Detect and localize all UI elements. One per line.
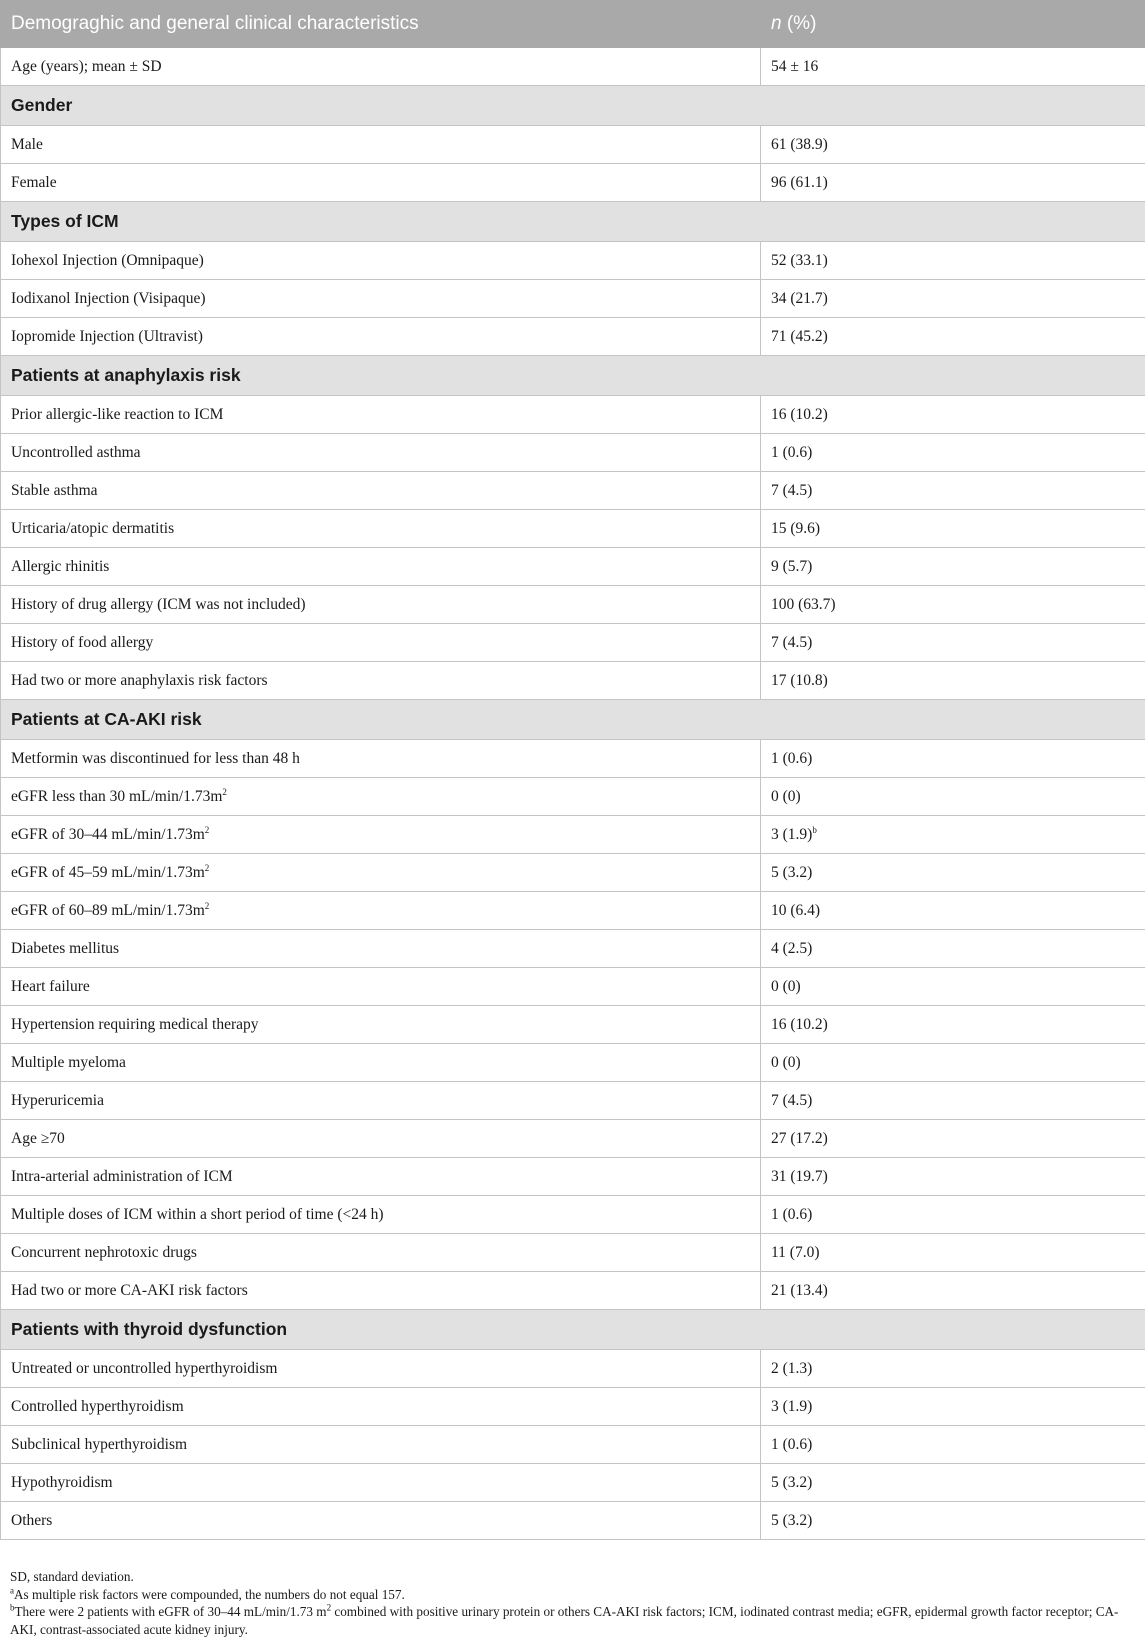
row-value-cell: [761, 1426, 1145, 1464]
row-label: Female: [11, 173, 57, 191]
row-value-cell: [761, 434, 1145, 472]
table-row: [1, 1350, 1145, 1388]
table-row: [1, 968, 1145, 1006]
row-value: 9 (5.7): [771, 557, 813, 575]
row-label-cell: [1, 1158, 761, 1196]
row-value: 11 (7.0): [771, 1243, 820, 1261]
row-value-cell: [761, 1006, 1145, 1044]
row-value-cell: [761, 624, 1145, 662]
table-row: [1, 1234, 1145, 1272]
table-row: [1, 1388, 1145, 1426]
table-row: [1, 1502, 1145, 1540]
row-label-cell: [1, 1234, 761, 1272]
section-header-row: [1, 700, 1145, 740]
row-label-cell: [1, 1464, 761, 1502]
row-value-cell: [761, 816, 1145, 854]
section-title: Patients with thyroid dysfunction: [1, 1310, 1145, 1350]
row-value: 5 (3.2): [771, 863, 813, 881]
row-value-cell: [761, 1044, 1145, 1082]
row-label: Intra-arterial administration of ICM: [11, 1167, 233, 1185]
row-label-cell: [1, 280, 761, 318]
table-row: [1, 1464, 1145, 1502]
row-value: 16 (10.2): [771, 1015, 828, 1033]
row-label-cell: [1, 854, 761, 892]
row-value: 7 (4.5): [771, 633, 813, 651]
row-label: History of food allergy: [11, 633, 154, 651]
table-row: [1, 1426, 1145, 1464]
table-row: [1, 816, 1145, 854]
row-label: Iohexol Injection (Omnipaque): [11, 251, 204, 269]
table-row: [1, 472, 1145, 510]
table-row: [1, 126, 1145, 164]
row-label: Concurrent nephrotoxic drugs: [11, 1243, 197, 1261]
row-value: 1 (0.6): [771, 1435, 813, 1453]
row-label-cell: [1, 48, 761, 86]
row-value: 2 (1.3): [771, 1359, 813, 1377]
row-label-cell: [1, 1120, 761, 1158]
row-value: 31 (19.7): [771, 1167, 828, 1185]
row-label: eGFR of 45–59 mL/min/1.73m: [11, 863, 205, 881]
row-label: Controlled hyperthyroidism: [11, 1397, 184, 1415]
table-row: [1, 1272, 1145, 1310]
row-label: Uncontrolled asthma: [11, 443, 141, 461]
table-row: [1, 1120, 1145, 1158]
row-value: 71 (45.2): [771, 327, 828, 345]
row-label-cell: [1, 126, 761, 164]
table-row: [1, 930, 1145, 968]
row-value-cell: [761, 318, 1145, 356]
row-value-cell: [761, 1082, 1145, 1120]
row-value-cell: [761, 510, 1145, 548]
table-row: [1, 1044, 1145, 1082]
row-label-cell: [1, 1426, 761, 1464]
section-header-row: [1, 1310, 1145, 1350]
row-label: Hypothyroidism: [11, 1473, 113, 1491]
row-label: eGFR less than 30 mL/min/1.73m: [11, 787, 223, 805]
table-row: [1, 1196, 1145, 1234]
row-value-cell: [761, 164, 1145, 202]
row-value: 0 (0): [771, 787, 801, 805]
section-title: Patients at anaphylaxis risk: [1, 356, 1145, 396]
section-header-row: [1, 202, 1145, 242]
row-value: 52 (33.1): [771, 251, 828, 269]
row-label-cell: [1, 1350, 761, 1388]
row-label: Hypertension requiring medical therapy: [11, 1015, 259, 1033]
table-row: [1, 164, 1145, 202]
row-value-cell: [761, 1234, 1145, 1272]
row-value: 27 (17.2): [771, 1129, 828, 1147]
row-value: 100 (63.7): [771, 595, 836, 613]
row-label-cell: [1, 318, 761, 356]
row-value: 5 (3.2): [771, 1473, 813, 1491]
row-value: 0 (0): [771, 1053, 801, 1071]
table-row: [1, 242, 1145, 280]
row-label-cell: [1, 1044, 761, 1082]
row-label: Subclinical hyperthyroidism: [11, 1435, 188, 1453]
row-label-superscript: 2: [222, 786, 227, 797]
row-label-cell: [1, 1082, 761, 1120]
row-value: 34 (21.7): [771, 289, 828, 307]
row-value-cell: [761, 1502, 1145, 1540]
row-value-cell: [761, 548, 1145, 586]
section-title: Patients at CA-AKI risk: [1, 700, 1145, 740]
row-value: 1 (0.6): [771, 443, 813, 461]
row-label-cell: [1, 242, 761, 280]
row-value-cell: [761, 740, 1145, 778]
row-label: History of drug allergy (ICM was not included): [11, 595, 306, 613]
row-value: 16 (10.2): [771, 405, 828, 423]
table-header-row: [1, 1, 1145, 48]
row-label-cell: [1, 662, 761, 700]
row-label: Allergic rhinitis: [11, 557, 110, 575]
row-label-cell: [1, 586, 761, 624]
row-label: Prior allergic-like reaction to ICM: [11, 405, 224, 423]
table-row: [1, 548, 1145, 586]
table-row: [1, 1006, 1145, 1044]
row-value-cell: [761, 1464, 1145, 1502]
row-value-cell: [761, 1272, 1145, 1310]
row-value-cell: [761, 586, 1145, 624]
row-label: Metformin was discontinued for less than 48 h: [11, 749, 300, 767]
section-title: Gender: [1, 86, 1145, 126]
row-value: 7 (4.5): [771, 1091, 813, 1109]
row-value: 3 (1.9): [771, 1397, 813, 1415]
row-value-cell: [761, 242, 1145, 280]
row-value: 1 (0.6): [771, 749, 813, 767]
table-row: [1, 434, 1145, 472]
row-label-cell: [1, 510, 761, 548]
footnote-b: [10, 1603, 1130, 1638]
row-value-cell: [761, 892, 1145, 930]
row-value-cell: [761, 48, 1145, 86]
table-row: [1, 854, 1145, 892]
row-label: Had two or more anaphylaxis risk factors: [11, 671, 268, 689]
row-value: 54 ± 16: [771, 57, 819, 75]
row-label: Male: [11, 135, 43, 153]
row-value: 15 (9.6): [771, 519, 821, 537]
row-label-cell: [1, 1272, 761, 1310]
table-row: [1, 1158, 1145, 1196]
footnote-a-mark: a: [10, 1585, 14, 1596]
column-header-characteristics: Demograghic and general clinical characteristics: [1, 1, 761, 48]
table-row: [1, 892, 1145, 930]
table-row: [1, 396, 1145, 434]
row-label: Untreated or uncontrolled hyperthyroidism: [11, 1359, 278, 1377]
row-label-superscript: 2: [204, 824, 210, 835]
row-value-cell: [761, 930, 1145, 968]
row-label: Age ≥70: [11, 1129, 65, 1147]
row-value: 10 (6.4): [771, 901, 821, 919]
footnote-b-mark: b: [10, 1602, 15, 1613]
row-value: 7 (4.5): [771, 481, 813, 499]
row-label: eGFR of 60–89 mL/min/1.73m: [11, 901, 205, 919]
row-label-cell: [1, 892, 761, 930]
section-header-row: [1, 356, 1145, 396]
footnote-a-text: As multiple risk factors were compounded, the numbers do not equal 157.: [14, 1586, 405, 1602]
row-value-cell: [761, 126, 1145, 164]
footnote-b-sup: 2: [326, 1602, 332, 1613]
section-header-row: [1, 86, 1145, 126]
column-header-percent: (%): [781, 13, 817, 34]
row-label-cell: [1, 396, 761, 434]
row-value-cell: [761, 662, 1145, 700]
row-value: 21 (13.4): [771, 1281, 828, 1299]
row-value-cell: [761, 472, 1145, 510]
row-value: 3 (1.9): [771, 825, 813, 843]
row-value-cell: [761, 968, 1145, 1006]
table-row: [1, 280, 1145, 318]
row-label: Multiple doses of ICM within a short period of time (<24 h): [11, 1205, 384, 1223]
footnote-b-text-1: There were 2 patients with eGFR of 30–44 mL/min/1.73 m: [14, 1604, 327, 1619]
row-label-cell: [1, 930, 761, 968]
row-value-cell: [761, 1196, 1145, 1234]
row-label: Others: [11, 1511, 53, 1529]
table-row: [1, 1082, 1145, 1120]
row-label: Hyperuricemia: [11, 1091, 104, 1109]
footnote-a: [10, 1586, 1130, 1604]
table-row: [1, 48, 1145, 86]
row-label: Iopromide Injection (Ultravist): [11, 327, 203, 345]
footnote-sd: SD, standard deviation.: [10, 1569, 134, 1584]
column-header-n: n: [771, 13, 782, 34]
row-value-cell: [761, 396, 1145, 434]
row-label-cell: [1, 472, 761, 510]
row-value-cell: [761, 1388, 1145, 1426]
row-label: Stable asthma: [11, 481, 98, 499]
row-value: 4 (2.5): [771, 939, 813, 957]
footnotes: [10, 1568, 1130, 1638]
table-row: [1, 510, 1145, 548]
table-body: [1, 48, 1145, 1540]
row-label-cell: [1, 1388, 761, 1426]
row-value: 17 (10.8): [771, 671, 828, 689]
row-value-cell: [761, 854, 1145, 892]
row-value-cell: [761, 778, 1145, 816]
row-label-cell: [1, 1006, 761, 1044]
row-label: Had two or more CA-AKI risk factors: [11, 1281, 248, 1299]
row-label-cell: [1, 968, 761, 1006]
table-row: [1, 740, 1145, 778]
row-value: 1 (0.6): [771, 1205, 813, 1223]
row-label: Urticaria/atopic dermatitis: [11, 519, 175, 537]
row-label-cell: [1, 1502, 761, 1540]
row-value: 61 (38.9): [771, 135, 828, 153]
row-label-cell: [1, 164, 761, 202]
table-row: [1, 778, 1145, 816]
table-row: [1, 586, 1145, 624]
row-label-superscript: 2: [204, 900, 210, 911]
row-value: 0 (0): [771, 977, 801, 995]
table-row: [1, 624, 1145, 662]
row-label-cell: [1, 1196, 761, 1234]
row-value-cell: [761, 1120, 1145, 1158]
row-value: 96 (61.1): [771, 173, 828, 191]
row-label-cell: [1, 434, 761, 472]
row-label: Multiple myeloma: [11, 1053, 126, 1071]
row-label-cell: [1, 740, 761, 778]
row-value-cell: [761, 1350, 1145, 1388]
table-row: [1, 318, 1145, 356]
footnote-b-text-2: combined with positive urinary protein or others CA-AKI risk factors; ICM, iodinated contrast media; eGFR, epidermal growth factor receptor; CA-AKI, contrast-associated acute kidney injury.: [10, 1604, 1119, 1637]
row-label: Age (years); mean ± SD: [11, 57, 162, 75]
section-title: Types of ICM: [1, 202, 1145, 242]
row-label-cell: [1, 624, 761, 662]
row-label: Heart failure: [11, 977, 90, 995]
row-label-cell: [1, 548, 761, 586]
row-label: Diabetes mellitus: [11, 939, 120, 957]
row-label-superscript: 2: [204, 862, 210, 873]
row-label: eGFR of 30–44 mL/min/1.73m: [11, 825, 205, 843]
row-value-cell: [761, 1158, 1145, 1196]
row-value-superscript: b: [812, 824, 817, 835]
row-value: 5 (3.2): [771, 1511, 813, 1529]
column-header-n-percent: [761, 1, 1145, 48]
row-value-cell: [761, 280, 1145, 318]
row-label-cell: [1, 816, 761, 854]
row-label: Iodixanol Injection (Visipaque): [11, 289, 206, 307]
row-label-cell: [1, 778, 761, 816]
table-row: [1, 662, 1145, 700]
